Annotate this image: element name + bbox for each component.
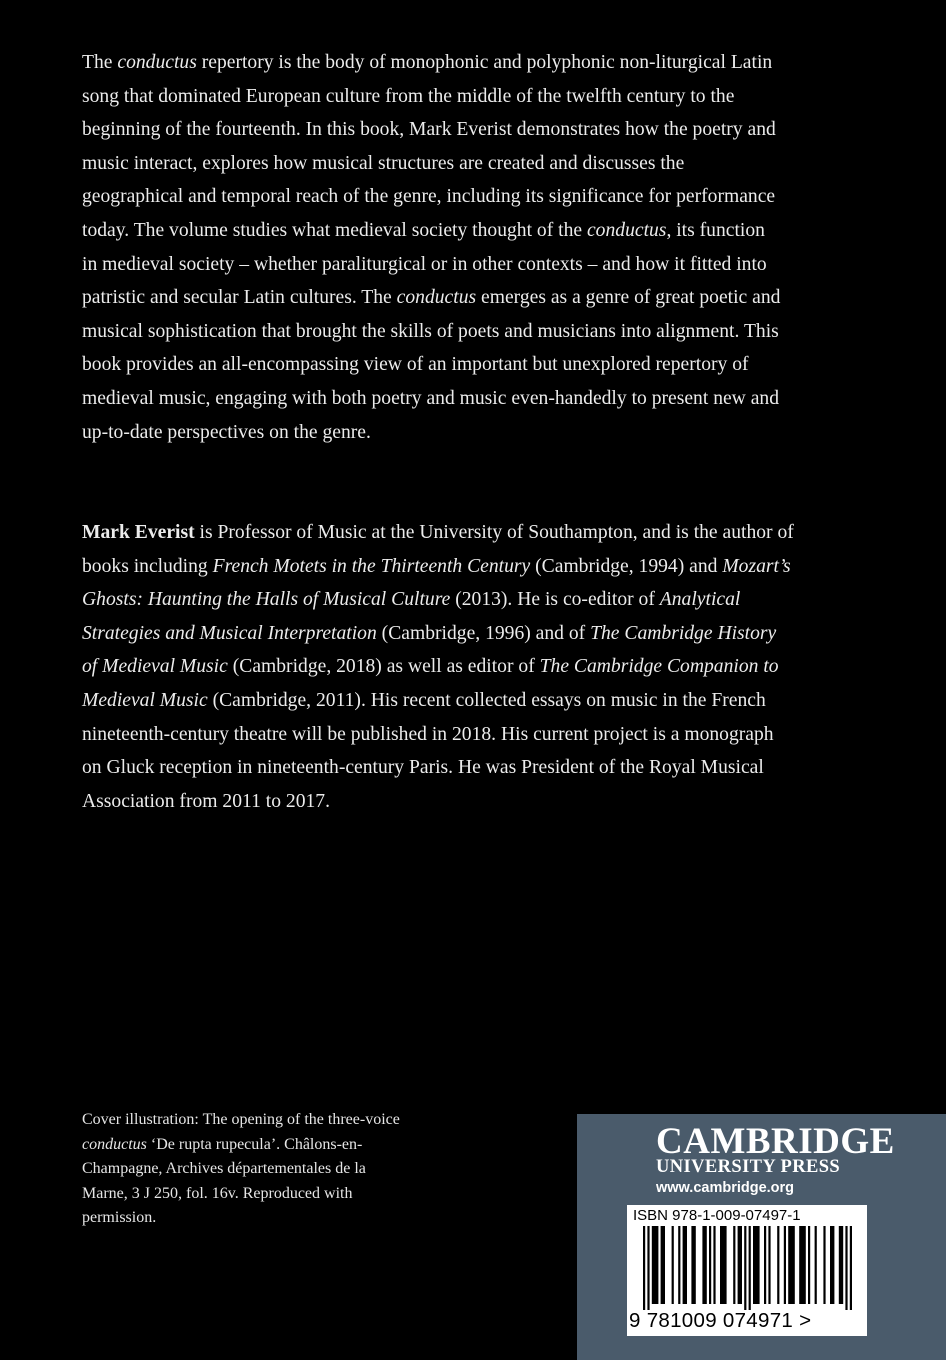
barcode-bar (815, 1226, 817, 1304)
barcode-bar (643, 1226, 645, 1310)
blurb-italic-conductus-2: conductus (586, 219, 667, 241)
blurb-text-3: , its function in medieval society – whether paraliturgical or in other contexts – and how it fitted into patristic and secular Latin cultures. The (82, 219, 767, 309)
barcode-bar (788, 1226, 795, 1304)
barcode-box (627, 1205, 867, 1336)
credit-italic-conductus: conductus (82, 1135, 147, 1153)
barcode-bar (777, 1226, 779, 1304)
blurb-italic-conductus-3: conductus (396, 287, 477, 309)
author-bio (82, 516, 794, 818)
barcode-bar (845, 1226, 847, 1310)
publisher-url[interactable]: www.cambridge.org (656, 1180, 795, 1196)
credit-text-1: Cover illustration: The opening of the three-voice (82, 1111, 400, 1128)
barcode-bar (749, 1226, 751, 1310)
blurb-text-1: The (82, 52, 118, 73)
bio-text-3: (2013). He is co-editor of (450, 589, 660, 611)
bio-book-title-1: French Motets in the Thirteenth Century (212, 555, 531, 577)
bio-text-2: (Cambridge, 1994) and (530, 555, 723, 577)
bio-book-title-4: The Cambridge History of Medieval Music (82, 622, 777, 678)
barcode-bar (738, 1226, 742, 1304)
barcode-bar (808, 1226, 810, 1304)
barcode-bar (709, 1226, 711, 1304)
barcode-bar (678, 1226, 680, 1304)
publisher-panel (577, 1114, 946, 1360)
barcode-bar (784, 1226, 786, 1304)
book-description (82, 46, 782, 449)
barcode-bar (823, 1226, 825, 1304)
barcode-bar (830, 1226, 834, 1304)
barcode-bar (702, 1226, 706, 1304)
barcode-icon (631, 1226, 863, 1310)
bio-book-title-3: Analytical Strategies and Musical Interpretation (82, 589, 741, 644)
bio-text-1: is Professor of Music at the University of Southampton, and is the author of books including (82, 522, 794, 577)
bio-book-title-2: Mozart’s Ghosts: Haunting the Halls of Musical Culture (82, 555, 791, 611)
barcode-digits: 9 781009 074971 > (629, 1309, 812, 1332)
bio-text-6: (Cambridge, 2011). His recent collected essays on music in the French nineteenth-century theatre will be published in 2018. His current project is a monograph on Gluck reception in nineteenth-century Paris. He was President of the Royal Musical Association from 2011 to 2017. (82, 689, 774, 812)
barcode-bar (713, 1226, 715, 1304)
blurb-text-4: emerges as a genre of great poetic and musical sophistication that brought the skills of poets and musicians into alignment. This book provides an all-encompassing view of an important but unexplored repertory of medieval music, engaging with both poetry and music even-handedly to present new and up-to-date perspectives on the genre. (82, 287, 781, 443)
blurb-italic-conductus-1: conductus (117, 52, 197, 73)
barcode-bar (647, 1226, 649, 1310)
barcode-bar (850, 1226, 852, 1310)
barcode-bar (661, 1226, 665, 1304)
bio-text-5: (Cambridge, 2018) as well as editor of (227, 656, 540, 678)
barcode-bar (839, 1226, 843, 1304)
barcode-bar (672, 1226, 674, 1304)
barcode-bar (768, 1226, 770, 1304)
publisher-name: CAMBRIDGE (656, 1121, 895, 1162)
barcode-bar (720, 1226, 727, 1304)
barcode-bar (733, 1226, 735, 1304)
author-name: Mark Everist (82, 522, 195, 543)
barcode-bar (753, 1226, 760, 1304)
barcode-bar (799, 1226, 806, 1304)
barcode-bar (683, 1226, 687, 1304)
credit-text-2: ‘De rupta rupecula’. Châlons-en-Champagne, Archives départementales de la Marne, 3 J 250, fol. 16v. Reproduced with permission. (82, 1135, 366, 1226)
barcode-bar (691, 1226, 695, 1304)
blurb-text-2: repertory is the body of monophonic and polyphonic non-liturgical Latin song that dominated European culture from the middle of the twelfth century to the beginning of the fourteenth. In this book, Mark Everist demonstrates how the poetry and music interact, explores how musical structures are created and discusses the geographical and temporal reach of the genre, including its significance for performance today. The volume studies what medieval society thought of the (82, 52, 776, 241)
bio-text-4: (Cambridge, 1996) and of (376, 622, 591, 644)
barcode-bar (652, 1226, 659, 1304)
publisher-subtitle: UNIVERSITY PRESS (656, 1157, 841, 1177)
barcode-bar (764, 1226, 766, 1304)
bio-book-title-5: The Cambridge Companion to Medieval Music (82, 656, 779, 711)
isbn-label: ISBN 978-1-009-07497-1 (633, 1207, 801, 1224)
barcode-bar (744, 1226, 746, 1310)
cover-illustration-credit (82, 1108, 402, 1231)
